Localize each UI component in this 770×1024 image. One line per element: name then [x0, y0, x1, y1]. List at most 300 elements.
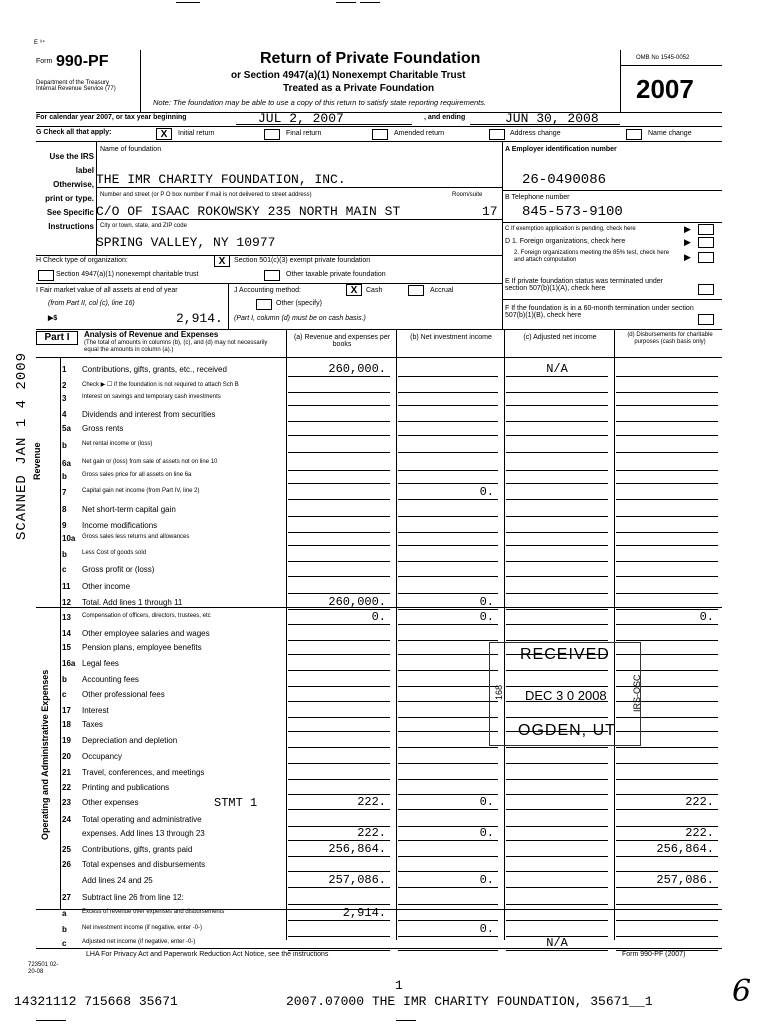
- cash-label: Cash: [366, 287, 383, 294]
- line-number: c: [62, 565, 67, 574]
- cell-rule: [398, 856, 498, 857]
- cell-value-a[interactable]: 222.: [357, 795, 386, 809]
- header-marks: E ⁹⁴: [34, 40, 45, 46]
- e-checkbox[interactable]: [698, 284, 714, 295]
- amended-return-checkbox[interactable]: [372, 129, 388, 140]
- line-number: 8: [62, 505, 67, 514]
- cell-rule: [398, 516, 498, 517]
- line-label: Compensation of officers, directors, trustees, etc: [82, 613, 211, 619]
- cell-rule: [616, 624, 718, 625]
- cell-rule: [506, 887, 608, 888]
- line-label: Interest on savings and temporary cash investments: [82, 394, 221, 400]
- received-stamp-side-right: IRS-OSC: [632, 674, 642, 712]
- form-note: Note: The foundation may be able to use a copy of this return to satisfy state reporting requirements.: [153, 98, 487, 107]
- fmv-prefix: ▶$: [48, 315, 58, 322]
- cell-rule: [506, 826, 608, 827]
- form-title: Return of Private Foundation: [260, 50, 481, 67]
- col-c-header: (c) Adjusted net income: [523, 334, 597, 341]
- line-label: Income modifications: [82, 521, 158, 530]
- form-subtitle-2: Treated as a Private Foundation: [283, 83, 435, 94]
- line-number: 18: [62, 720, 71, 729]
- room-suite-label: Room/suite: [452, 192, 483, 198]
- cell-rule: [398, 576, 498, 577]
- cell-rule: [616, 920, 718, 921]
- line-label: Net rental income or (loss): [82, 441, 153, 447]
- cell-rule: [288, 763, 390, 764]
- cell-rule: [288, 452, 390, 453]
- line-number: 2: [62, 381, 67, 390]
- c-exemption-label: C If exemption application is pending, check here: [505, 226, 636, 232]
- omb-number: OMB No 1545-0052: [636, 55, 690, 61]
- ein-value[interactable]: 26-0490086: [522, 172, 607, 188]
- address-change-checkbox[interactable]: [489, 129, 505, 140]
- line-number: 1: [62, 365, 67, 374]
- part-title: Analysis of Revenue and Expenses: [84, 330, 219, 339]
- line-number: 9: [62, 521, 67, 530]
- check-h-label: H Check type of organization:: [36, 257, 128, 264]
- cell-rule: [288, 532, 390, 533]
- cell-rule: [288, 624, 390, 625]
- cell-rule: [506, 920, 608, 921]
- initial-return-checkbox[interactable]: X: [156, 128, 172, 140]
- final-return-checkbox[interactable]: [264, 129, 280, 140]
- cell-rule: [398, 624, 498, 625]
- cell-rule: [288, 887, 390, 888]
- street-address[interactable]: C/O OF ISAAC ROKOWSKY 235 NORTH MAIN ST: [96, 204, 401, 219]
- cell-rule: [288, 936, 390, 937]
- foundation-name-label: Name of foundation: [100, 146, 162, 153]
- cell-rule: [398, 809, 498, 810]
- cell-rule: [398, 670, 498, 671]
- 501c3-checkbox[interactable]: X: [214, 255, 230, 267]
- line-number: b: [62, 675, 67, 684]
- form-label: Form: [36, 58, 53, 65]
- cell-rule: [398, 779, 498, 780]
- part-title-sub: (The total of amounts in columns (b), (c), and (d) may not necessarily equal the amounts in column (a).): [84, 340, 268, 353]
- foundation-name[interactable]: THE IMR CHARITY FOUNDATION, INC.: [96, 172, 346, 187]
- dept-treasury: Department of the Treasury: [36, 80, 110, 86]
- cell-rule: [398, 392, 498, 393]
- cell-rule: [506, 376, 608, 377]
- line-label: Check ▶ ☐ if the foundation is not required to attach Sch B: [82, 382, 239, 388]
- received-stamp-title: RECEIVED: [520, 646, 610, 663]
- cell-rule: [288, 405, 390, 406]
- cell-rule: [616, 809, 718, 810]
- cell-rule: [506, 405, 608, 406]
- cell-rule: [398, 904, 498, 905]
- tax-year-end[interactable]: JUN 30, 2008: [505, 111, 599, 126]
- cell-rule: [506, 545, 608, 546]
- name-change-checkbox[interactable]: [626, 129, 642, 140]
- c-checkbox[interactable]: [698, 224, 714, 235]
- d1-foreign-label: D 1. Foreign organizations, check here: [505, 238, 626, 245]
- line-number: 17: [62, 706, 71, 715]
- line-label: Excess of revenue over expenses and disbursements: [82, 909, 225, 915]
- cell-rule: [616, 904, 718, 905]
- received-stamp-date: DEC 3 0 2008: [525, 688, 607, 703]
- line-label: Contributions, gifts, grants, etc., received: [82, 365, 227, 374]
- line-label: Subtract line 26 from line 12:: [82, 893, 184, 902]
- cell-rule: [616, 499, 718, 500]
- other-method-label: Other (specify): [276, 300, 322, 307]
- other-method-checkbox[interactable]: [256, 299, 272, 310]
- cell-value-a[interactable]: 260,000.: [328, 362, 386, 376]
- line-label: Accounting fees: [82, 675, 139, 684]
- cell-rule: [506, 624, 608, 625]
- line-number: b: [62, 925, 67, 934]
- final-return-label: Final return: [286, 130, 322, 137]
- cell-rule: [398, 405, 498, 406]
- cell-rule: [398, 747, 498, 748]
- cell-rule: [398, 499, 498, 500]
- line-number: 20: [62, 752, 71, 761]
- cell-rule: [616, 840, 718, 841]
- revenue-section-label: Revenue: [32, 442, 42, 480]
- cell-rule: [288, 516, 390, 517]
- cell-rule: [616, 470, 718, 471]
- cell-rule: [288, 640, 390, 641]
- cell-rule: [288, 920, 390, 921]
- line-label: Other employee salaries and wages: [82, 629, 210, 638]
- line-label: Total operating and administrative: [82, 815, 202, 824]
- line-label: Net investment income (if negative, enter -0-): [82, 925, 203, 931]
- tax-year-begin[interactable]: JUL 2, 2007: [258, 111, 344, 126]
- 501c3-label: Section 501(c)(3) exempt private foundation: [234, 257, 371, 264]
- line-label: Travel, conferences, and meetings: [82, 768, 205, 777]
- cell-rule: [616, 392, 718, 393]
- line-label: Add lines 24 and 25: [82, 876, 153, 885]
- ein-label: A Employer identification number: [505, 146, 617, 153]
- cell-rule: [398, 435, 498, 436]
- line-label: Depreciation and depletion: [82, 736, 178, 745]
- tax-year: 2007: [636, 74, 694, 104]
- line-label: Gross profit or (loss): [82, 565, 155, 574]
- cell-rule: [616, 747, 718, 748]
- cell-rule: [288, 376, 390, 377]
- accrual-label: Accrual: [430, 287, 454, 294]
- cell-value-a[interactable]: 260,000.: [328, 595, 386, 609]
- line-label: Contributions, gifts, grants paid: [82, 845, 193, 854]
- other-taxable-label: Other taxable private foundation: [286, 271, 386, 278]
- cell-rule: [506, 470, 608, 471]
- form-code: 723501 02-20-08: [28, 962, 59, 975]
- cell-value-b[interactable]: 0.: [479, 485, 494, 499]
- cell-rule: [506, 532, 608, 533]
- cell-rule: [398, 871, 498, 872]
- cell-rule: [288, 670, 390, 671]
- cell-rule: [288, 731, 390, 732]
- cell-rule: [288, 435, 390, 436]
- cell-value-c[interactable]: N/A: [546, 362, 568, 376]
- cell-rule: [616, 483, 718, 484]
- line-number: 4: [62, 410, 67, 419]
- line-number: 24: [62, 815, 71, 824]
- cell-rule: [506, 516, 608, 517]
- line-number: 6a: [62, 459, 71, 468]
- cell-rule: [506, 794, 608, 795]
- bottom-mid-code: 2007.07000 THE IMR CHARITY FOUNDATION, 35671__1: [286, 994, 653, 1009]
- cell-rule: [398, 545, 498, 546]
- cell-rule: [398, 376, 498, 377]
- use-irs-label: Use the IRS label Otherwise, print or type. See Specific Instructions: [45, 152, 94, 231]
- cell-rule: [616, 936, 718, 937]
- tax-year-label: For calendar year 2007, or tax year beginning: [36, 114, 187, 121]
- cell-rule: [398, 701, 498, 702]
- cell-rule: [506, 483, 608, 484]
- cell-rule: [398, 470, 498, 471]
- cell-rule: [506, 609, 608, 610]
- cell-value-d[interactable]: 222.: [685, 795, 714, 809]
- cell-rule: [288, 747, 390, 748]
- cell-rule: [506, 421, 608, 422]
- line-label: Taxes: [82, 720, 103, 729]
- cell-rule: [616, 516, 718, 517]
- line-label: Net short-term capital gain: [82, 505, 176, 514]
- address-change-label: Address change: [510, 130, 561, 137]
- cell-rule: [616, 435, 718, 436]
- cell-value-a[interactable]: 0.: [371, 610, 386, 624]
- cell-rule: [616, 452, 718, 453]
- fmv-label: I Fair market value of all assets at end of year: [36, 287, 178, 294]
- cell-rule: [506, 950, 608, 951]
- cell-rule: [398, 763, 498, 764]
- fmv-sub: (from Part II, col (c), line 16): [48, 300, 135, 307]
- cell-rule: [398, 840, 498, 841]
- cell-value-a[interactable]: 257,086.: [328, 873, 386, 887]
- cell-rule: [616, 887, 718, 888]
- cell-rule: [506, 452, 608, 453]
- c-arrow-icon: ▶: [684, 224, 691, 234]
- line-number: b: [62, 550, 67, 559]
- line-label: Legal fees: [82, 659, 119, 668]
- cell-value-b[interactable]: 0.: [479, 922, 494, 936]
- cell-rule: [506, 747, 608, 748]
- line-number: b: [62, 472, 67, 481]
- line-label: Gross sales less returns and allowances: [82, 534, 190, 540]
- line-number: 14: [62, 629, 71, 638]
- irs-label: Internal Revenue Service (77): [36, 86, 116, 92]
- cell-value-d[interactable]: 222.: [685, 826, 714, 840]
- street-label: Number and street (or P O box number if mail is not delivered to street address): [100, 192, 312, 198]
- cell-rule: [288, 856, 390, 857]
- line-number: 16a: [62, 659, 76, 668]
- d2-checkbox[interactable]: [698, 252, 714, 263]
- handwritten-mark: 6: [732, 974, 752, 1009]
- check-g-label: G Check all that apply:: [36, 129, 112, 136]
- cell-rule: [616, 763, 718, 764]
- cell-value-b[interactable]: 0.: [479, 873, 494, 887]
- cash-basis-note: (Part I, column (d) must be on cash basis.): [234, 315, 366, 322]
- line-number: 13: [62, 613, 71, 622]
- phone-value[interactable]: 845-573-9100: [522, 204, 623, 220]
- cell-rule: [398, 887, 498, 888]
- cell-value-d[interactable]: 0.: [699, 610, 714, 624]
- room-suite[interactable]: 17: [482, 204, 498, 219]
- other-taxable-checkbox[interactable]: [264, 270, 280, 281]
- line-number: 26: [62, 860, 71, 869]
- line-number: 23: [62, 798, 71, 807]
- line-number: c: [62, 690, 67, 699]
- cell-rule: [288, 779, 390, 780]
- line-label: Printing and publications: [82, 783, 170, 792]
- cell-rule: [506, 809, 608, 810]
- cell-rule: [616, 640, 718, 641]
- cell-value-a[interactable]: 2,914.: [342, 906, 386, 920]
- cell-rule: [398, 532, 498, 533]
- line-label: Other income: [82, 582, 131, 591]
- line-number: 22: [62, 783, 71, 792]
- d2-arrow-icon: ▶: [684, 252, 691, 262]
- line-label: Total expenses and disbursements: [82, 860, 206, 869]
- cell-value-b[interactable]: 0.: [479, 795, 494, 809]
- cell-rule: [616, 856, 718, 857]
- cell-value-b[interactable]: 0.: [479, 595, 494, 609]
- line-number: 25: [62, 845, 71, 854]
- cell-rule: [616, 593, 718, 594]
- cell-rule: [288, 483, 390, 484]
- col-b-header: (b) Net investment income: [410, 334, 492, 341]
- cell-value-b[interactable]: 0.: [479, 826, 494, 840]
- line-label: Less Cost of goods sold: [82, 550, 147, 556]
- cell-rule: [616, 545, 718, 546]
- line-number: 15: [62, 643, 71, 652]
- cell-rule: [288, 686, 390, 687]
- line-number: 5a: [62, 424, 71, 433]
- d1-arrow-icon: ▶: [684, 237, 691, 247]
- line-number: 27: [62, 893, 71, 902]
- cell-rule: [398, 936, 498, 937]
- cell-rule: [288, 904, 390, 905]
- cell-rule: [398, 421, 498, 422]
- expenses-section-label: Operating and Administrative Expenses: [40, 669, 50, 840]
- accounting-method-label: J Accounting method:: [234, 287, 301, 294]
- cell-rule: [288, 717, 390, 718]
- lha-notice: LHA For Privacy Act and Paperwork Reduction Act Notice, see the instructions: [86, 951, 329, 958]
- cell-rule: [288, 701, 390, 702]
- cell-rule: [288, 561, 390, 562]
- cell-value-a[interactable]: 256,864.: [328, 842, 386, 856]
- line-label: Net gain or (loss) from sale of assets not on line 10: [82, 459, 218, 465]
- cell-value-d[interactable]: 257,086.: [656, 873, 714, 887]
- cell-rule: [398, 593, 498, 594]
- cell-rule: [616, 779, 718, 780]
- 4947-label: Section 4947(a)(1) nonexempt charitable trust: [56, 271, 199, 278]
- cell-rule: [288, 421, 390, 422]
- line-label: expenses. Add lines 13 through 23: [82, 829, 205, 838]
- cash-checkbox[interactable]: X: [346, 284, 362, 296]
- line-number: 12: [62, 598, 71, 607]
- cell-rule: [506, 593, 608, 594]
- city-label: City or town, state, and ZIP code: [100, 223, 187, 229]
- col-d-header: (d) Disbursements for charitable purposes (cash basis only): [627, 332, 713, 345]
- cell-rule: [616, 532, 718, 533]
- cell-rule: [616, 376, 718, 377]
- cell-value-a[interactable]: 222.: [357, 826, 386, 840]
- cell-rule: [506, 640, 608, 641]
- cell-rule: [616, 561, 718, 562]
- cell-rule: [398, 561, 498, 562]
- cell-rule: [288, 840, 390, 841]
- f-termination-label: F If the foundation is in a 60-month termination under section 507(b)(1)(B), check here: [505, 305, 694, 319]
- 4947-checkbox[interactable]: [38, 270, 54, 281]
- bottom-left-code: 14321112 715668 35671: [14, 994, 178, 1009]
- cell-rule: [288, 809, 390, 810]
- statement-ref: STMT 1: [214, 796, 258, 810]
- line-number: 7: [62, 488, 67, 497]
- cell-value-d[interactable]: 256,864.: [656, 842, 714, 856]
- cell-rule: [506, 904, 608, 905]
- form-number: 990-PF: [56, 53, 109, 70]
- cell-rule: [506, 435, 608, 436]
- line-label: Occupancy: [82, 752, 123, 761]
- name-change-label: Name change: [648, 130, 692, 137]
- form-subtitle-1: or Section 4947(a)(1) Nonexempt Charitable Trust: [231, 70, 466, 81]
- cell-rule: [398, 731, 498, 732]
- scanned-stamp: SCANNED JAN 1 4 2009: [14, 351, 30, 540]
- line-label: Adjusted net income (if negative, enter -0-): [82, 939, 196, 945]
- line-number: a: [62, 909, 67, 918]
- form-ref-footer: Form 990-PF (2007): [622, 951, 686, 958]
- cell-rule: [506, 561, 608, 562]
- line-number: c: [62, 939, 67, 948]
- line-label: Capital gain net income (from Part IV, line 2): [82, 488, 200, 494]
- received-stamp-place: OGDEN, UT: [518, 722, 616, 739]
- cell-rule: [506, 856, 608, 857]
- cell-rule: [398, 654, 498, 655]
- cell-rule: [288, 576, 390, 577]
- cell-rule: [288, 392, 390, 393]
- cell-rule: [288, 871, 390, 872]
- cell-rule: [398, 483, 498, 484]
- cell-rule: [288, 545, 390, 546]
- amended-return-label: Amended return: [394, 130, 445, 137]
- fmv-value[interactable]: 2,914.: [176, 311, 223, 326]
- cell-value-b[interactable]: 0.: [479, 610, 494, 624]
- initial-return-label: Initial return: [178, 130, 215, 137]
- cell-rule: [506, 392, 608, 393]
- line-number: 19: [62, 736, 71, 745]
- e-terminated-label: E If private foundation status was terminated under section 507(b)(1)(A), check here: [505, 278, 663, 292]
- line-number: 10a: [62, 534, 76, 543]
- accrual-checkbox[interactable]: [408, 285, 424, 296]
- cell-rule: [506, 576, 608, 577]
- d2-foreign-label: 2. Foreign organizations meeting the 85% test, check here and attach computation: [514, 250, 670, 263]
- cell-rule: [506, 840, 608, 841]
- line-number: 11: [62, 582, 71, 591]
- cell-rule: [506, 871, 608, 872]
- part-label: Part I: [36, 331, 78, 345]
- line-number: 21: [62, 768, 71, 777]
- line-label: Total. Add lines 1 through 11: [82, 598, 183, 607]
- cell-rule: [398, 452, 498, 453]
- cell-rule: [506, 763, 608, 764]
- cell-value-c[interactable]: N/A: [546, 936, 568, 950]
- cell-rule: [616, 871, 718, 872]
- city-state-zip[interactable]: SPRING VALLEY, NY 10977: [96, 235, 276, 250]
- d1-checkbox[interactable]: [698, 237, 714, 248]
- line-label: Other professional fees: [82, 690, 165, 699]
- cell-rule: [288, 470, 390, 471]
- line-label: Interest: [82, 706, 109, 715]
- cell-rule: [398, 920, 498, 921]
- cell-rule: [288, 593, 390, 594]
- cell-rule: [616, 405, 718, 406]
- cell-rule: [398, 717, 498, 718]
- cell-rule: [506, 499, 608, 500]
- f-checkbox[interactable]: [698, 314, 714, 325]
- line-label: Dividends and interest from securities: [82, 410, 216, 419]
- line-label: Gross rents: [82, 424, 124, 433]
